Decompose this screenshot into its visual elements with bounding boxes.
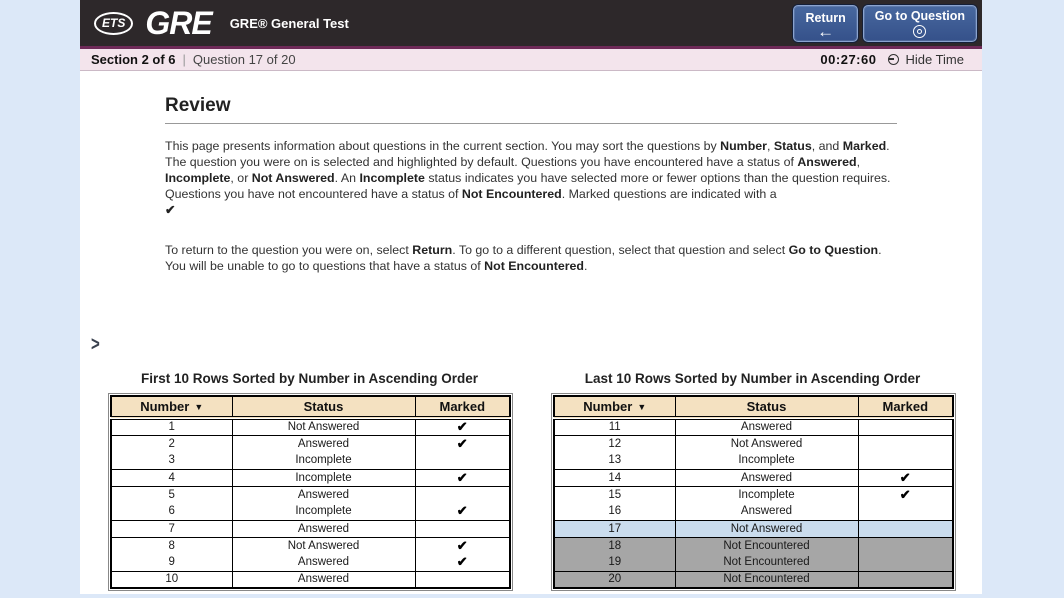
review-table-last <box>553 395 954 589</box>
question-row-12[interactable] <box>554 435 953 452</box>
gre-wordmark: GRE <box>145 5 212 41</box>
brand-group <box>94 7 349 39</box>
go-to-question-button-label: Go to Question <box>874 8 965 23</box>
question-row-6[interactable] <box>111 503 510 520</box>
question-indicator: Question 17 of 20 <box>192 52 296 67</box>
question-row-19 <box>554 554 953 571</box>
question-number-cell: 1 <box>111 418 232 435</box>
question-marked-cell <box>415 469 510 486</box>
question-status-cell: Incomplete <box>232 503 415 520</box>
status-bar-left <box>91 52 296 67</box>
question-marked-cell <box>415 435 510 452</box>
section-indicator: Section 2 of 6 <box>91 52 176 67</box>
question-number-cell: 17 <box>554 520 675 537</box>
question-status-cell: Answered <box>675 503 858 520</box>
question-number-cell: 15 <box>554 486 675 503</box>
question-marked-cell <box>415 418 510 435</box>
first-rows-table-section <box>110 371 509 589</box>
review-table-first <box>110 395 511 589</box>
question-number-cell: 19 <box>554 554 675 571</box>
marked-check-icon: ✔ <box>456 435 468 451</box>
question-row-2[interactable] <box>111 435 510 452</box>
column-header-status[interactable] <box>675 396 858 418</box>
question-row-4[interactable] <box>111 469 510 486</box>
question-number-cell: 9 <box>111 554 232 571</box>
marked-check-icon: ✔ <box>456 503 468 519</box>
question-marked-cell <box>858 418 953 435</box>
question-status-cell: Answered <box>232 571 415 588</box>
page-title: Review <box>165 95 231 116</box>
question-number-cell: 10 <box>111 571 232 588</box>
question-marked-cell <box>415 537 510 554</box>
status-bar-right <box>820 52 964 67</box>
question-number-cell: 18 <box>554 537 675 554</box>
question-status-cell: Not Answered <box>675 435 858 452</box>
question-number-cell: 11 <box>554 418 675 435</box>
question-status-cell: Answered <box>232 520 415 537</box>
last-table-title: Last 10 Rows Sorted by Number in Ascending Order <box>584 371 921 386</box>
column-header-status[interactable] <box>232 396 415 418</box>
question-number-cell: 3 <box>111 452 232 469</box>
question-row-20 <box>554 571 953 588</box>
go-to-question-button[interactable] <box>863 5 977 42</box>
first-table-title: First 10 Rows Sorted by Number in Ascending Order <box>140 371 479 386</box>
question-number-cell: 12 <box>554 435 675 452</box>
column-header-number[interactable] <box>111 396 232 418</box>
question-number-cell: 14 <box>554 469 675 486</box>
question-status-cell: Incomplete <box>232 452 415 469</box>
question-marked-cell <box>858 486 953 503</box>
product-title: GRE® General Test <box>229 15 349 31</box>
question-status-cell: Incomplete <box>232 469 415 486</box>
question-status-cell: Incomplete <box>675 486 858 503</box>
ets-logo-text: ETS <box>102 15 126 30</box>
question-marked-cell <box>858 469 953 486</box>
question-row-10[interactable] <box>111 571 510 588</box>
question-row-3[interactable] <box>111 452 510 469</box>
question-marked-cell <box>858 571 953 588</box>
question-marked-cell <box>858 537 953 554</box>
marked-check-icon: ✔ <box>899 469 911 485</box>
last-rows-table-section <box>553 371 952 589</box>
question-row-9[interactable] <box>111 554 510 571</box>
question-marked-cell <box>858 435 953 452</box>
title-rule <box>165 123 897 124</box>
question-status-cell: Not Encountered <box>675 571 858 588</box>
question-marked-cell <box>415 571 510 588</box>
question-number-cell: 16 <box>554 503 675 520</box>
column-header-label: Number <box>140 399 190 414</box>
marked-check-icon: ✔ <box>456 554 468 570</box>
question-status-cell: Not Answered <box>675 520 858 537</box>
question-status-cell: Not Answered <box>232 537 415 554</box>
header-bar <box>80 0 982 46</box>
left-arrow-icon: ← <box>817 21 835 41</box>
question-number-cell: 20 <box>554 571 675 588</box>
question-marked-cell <box>415 452 510 469</box>
question-status-cell: Answered <box>675 418 858 435</box>
question-status-cell: Answered <box>675 469 858 486</box>
column-header-label: Status <box>303 399 344 414</box>
column-header-number[interactable] <box>554 396 675 418</box>
question-row-14[interactable] <box>554 469 953 486</box>
review-content <box>80 71 982 593</box>
question-marked-cell <box>858 503 953 520</box>
question-marked-cell <box>415 486 510 503</box>
return-button[interactable] <box>793 5 857 42</box>
question-number-cell: 6 <box>111 503 232 520</box>
table-header-row <box>111 396 510 418</box>
question-row-16[interactable] <box>554 503 953 520</box>
sort-arrow-icon: ▼ <box>194 402 204 412</box>
question-number-cell: 2 <box>111 435 232 452</box>
question-number-cell: 13 <box>554 452 675 469</box>
question-marked-cell <box>415 520 510 537</box>
sort-arrow-icon: ▼ <box>637 402 647 412</box>
status-separator: | <box>182 52 186 67</box>
question-status-cell: Answered <box>232 554 415 571</box>
question-number-cell: 5 <box>111 486 232 503</box>
question-number-cell: 8 <box>111 537 232 554</box>
question-number-cell: 7 <box>111 520 232 537</box>
question-status-cell: Not Encountered <box>675 537 858 554</box>
column-header-label: Status <box>746 399 787 414</box>
question-status-cell: Not Answered <box>232 418 415 435</box>
question-row-11[interactable] <box>554 418 953 435</box>
question-marked-cell <box>858 554 953 571</box>
clock-icon[interactable] <box>888 54 899 65</box>
question-number-cell: 4 <box>111 469 232 486</box>
column-header-label: Marked <box>882 399 929 414</box>
return-button-label: Return <box>805 10 846 25</box>
marked-check-icon: ✔ <box>456 419 468 435</box>
bullseye-icon <box>913 25 926 38</box>
ets-logo <box>94 12 133 35</box>
column-header-marked[interactable] <box>858 396 953 418</box>
header-buttons <box>793 5 977 42</box>
question-row-8[interactable] <box>111 537 510 554</box>
column-header-label: Number <box>583 399 633 414</box>
marked-check-icon: ✔ <box>456 537 468 553</box>
question-status-cell: Not Encountered <box>675 554 858 571</box>
question-row-15[interactable] <box>554 486 953 503</box>
question-row-18 <box>554 537 953 554</box>
question-row-5[interactable] <box>111 486 510 503</box>
question-marked-cell <box>858 452 953 469</box>
column-header-label: Marked <box>439 399 486 414</box>
hide-time-button[interactable]: Hide Time <box>905 52 964 67</box>
question-row-17[interactable] <box>554 520 953 537</box>
chevron-right-icon[interactable]: > <box>91 333 100 356</box>
marked-check-icon: ✔ <box>899 486 911 502</box>
instructions-paragraph-2: To return to the question you were on, select Return. To go to a different question, select that question and select Go to Question. You will be unable to go to questions that have a status of Not Encountered. <box>165 243 882 273</box>
question-marked-cell <box>415 503 510 520</box>
question-marked-cell <box>415 554 510 571</box>
test-window <box>80 0 982 594</box>
instructions-paragraph-1: This page presents information about questions in the current section. You may sort the questions by Number, Status, and Marked. The question you were on is selected and highlighted by default. Questions you have encountered have a status of Answered, Incomplete, or Not Answered. An Incomplete status indicates you have selected more or fewer options than the question requires. Questions you have not encountered have a status of Not Encountered. Marked questions are indicated with a ✔ <box>165 139 891 217</box>
question-status-cell: Answered <box>232 435 415 452</box>
question-marked-cell <box>858 520 953 537</box>
question-status-cell: Incomplete <box>675 452 858 469</box>
question-row-7[interactable] <box>111 520 510 537</box>
timer-value: 00:27:60 <box>820 52 877 67</box>
status-bar <box>80 49 982 71</box>
table-header-row <box>554 396 953 418</box>
marked-check-icon: ✔ <box>456 469 468 485</box>
column-header-marked[interactable] <box>415 396 510 418</box>
question-row-13[interactable] <box>554 452 953 469</box>
question-status-cell: Answered <box>232 486 415 503</box>
question-row-1[interactable] <box>111 418 510 435</box>
